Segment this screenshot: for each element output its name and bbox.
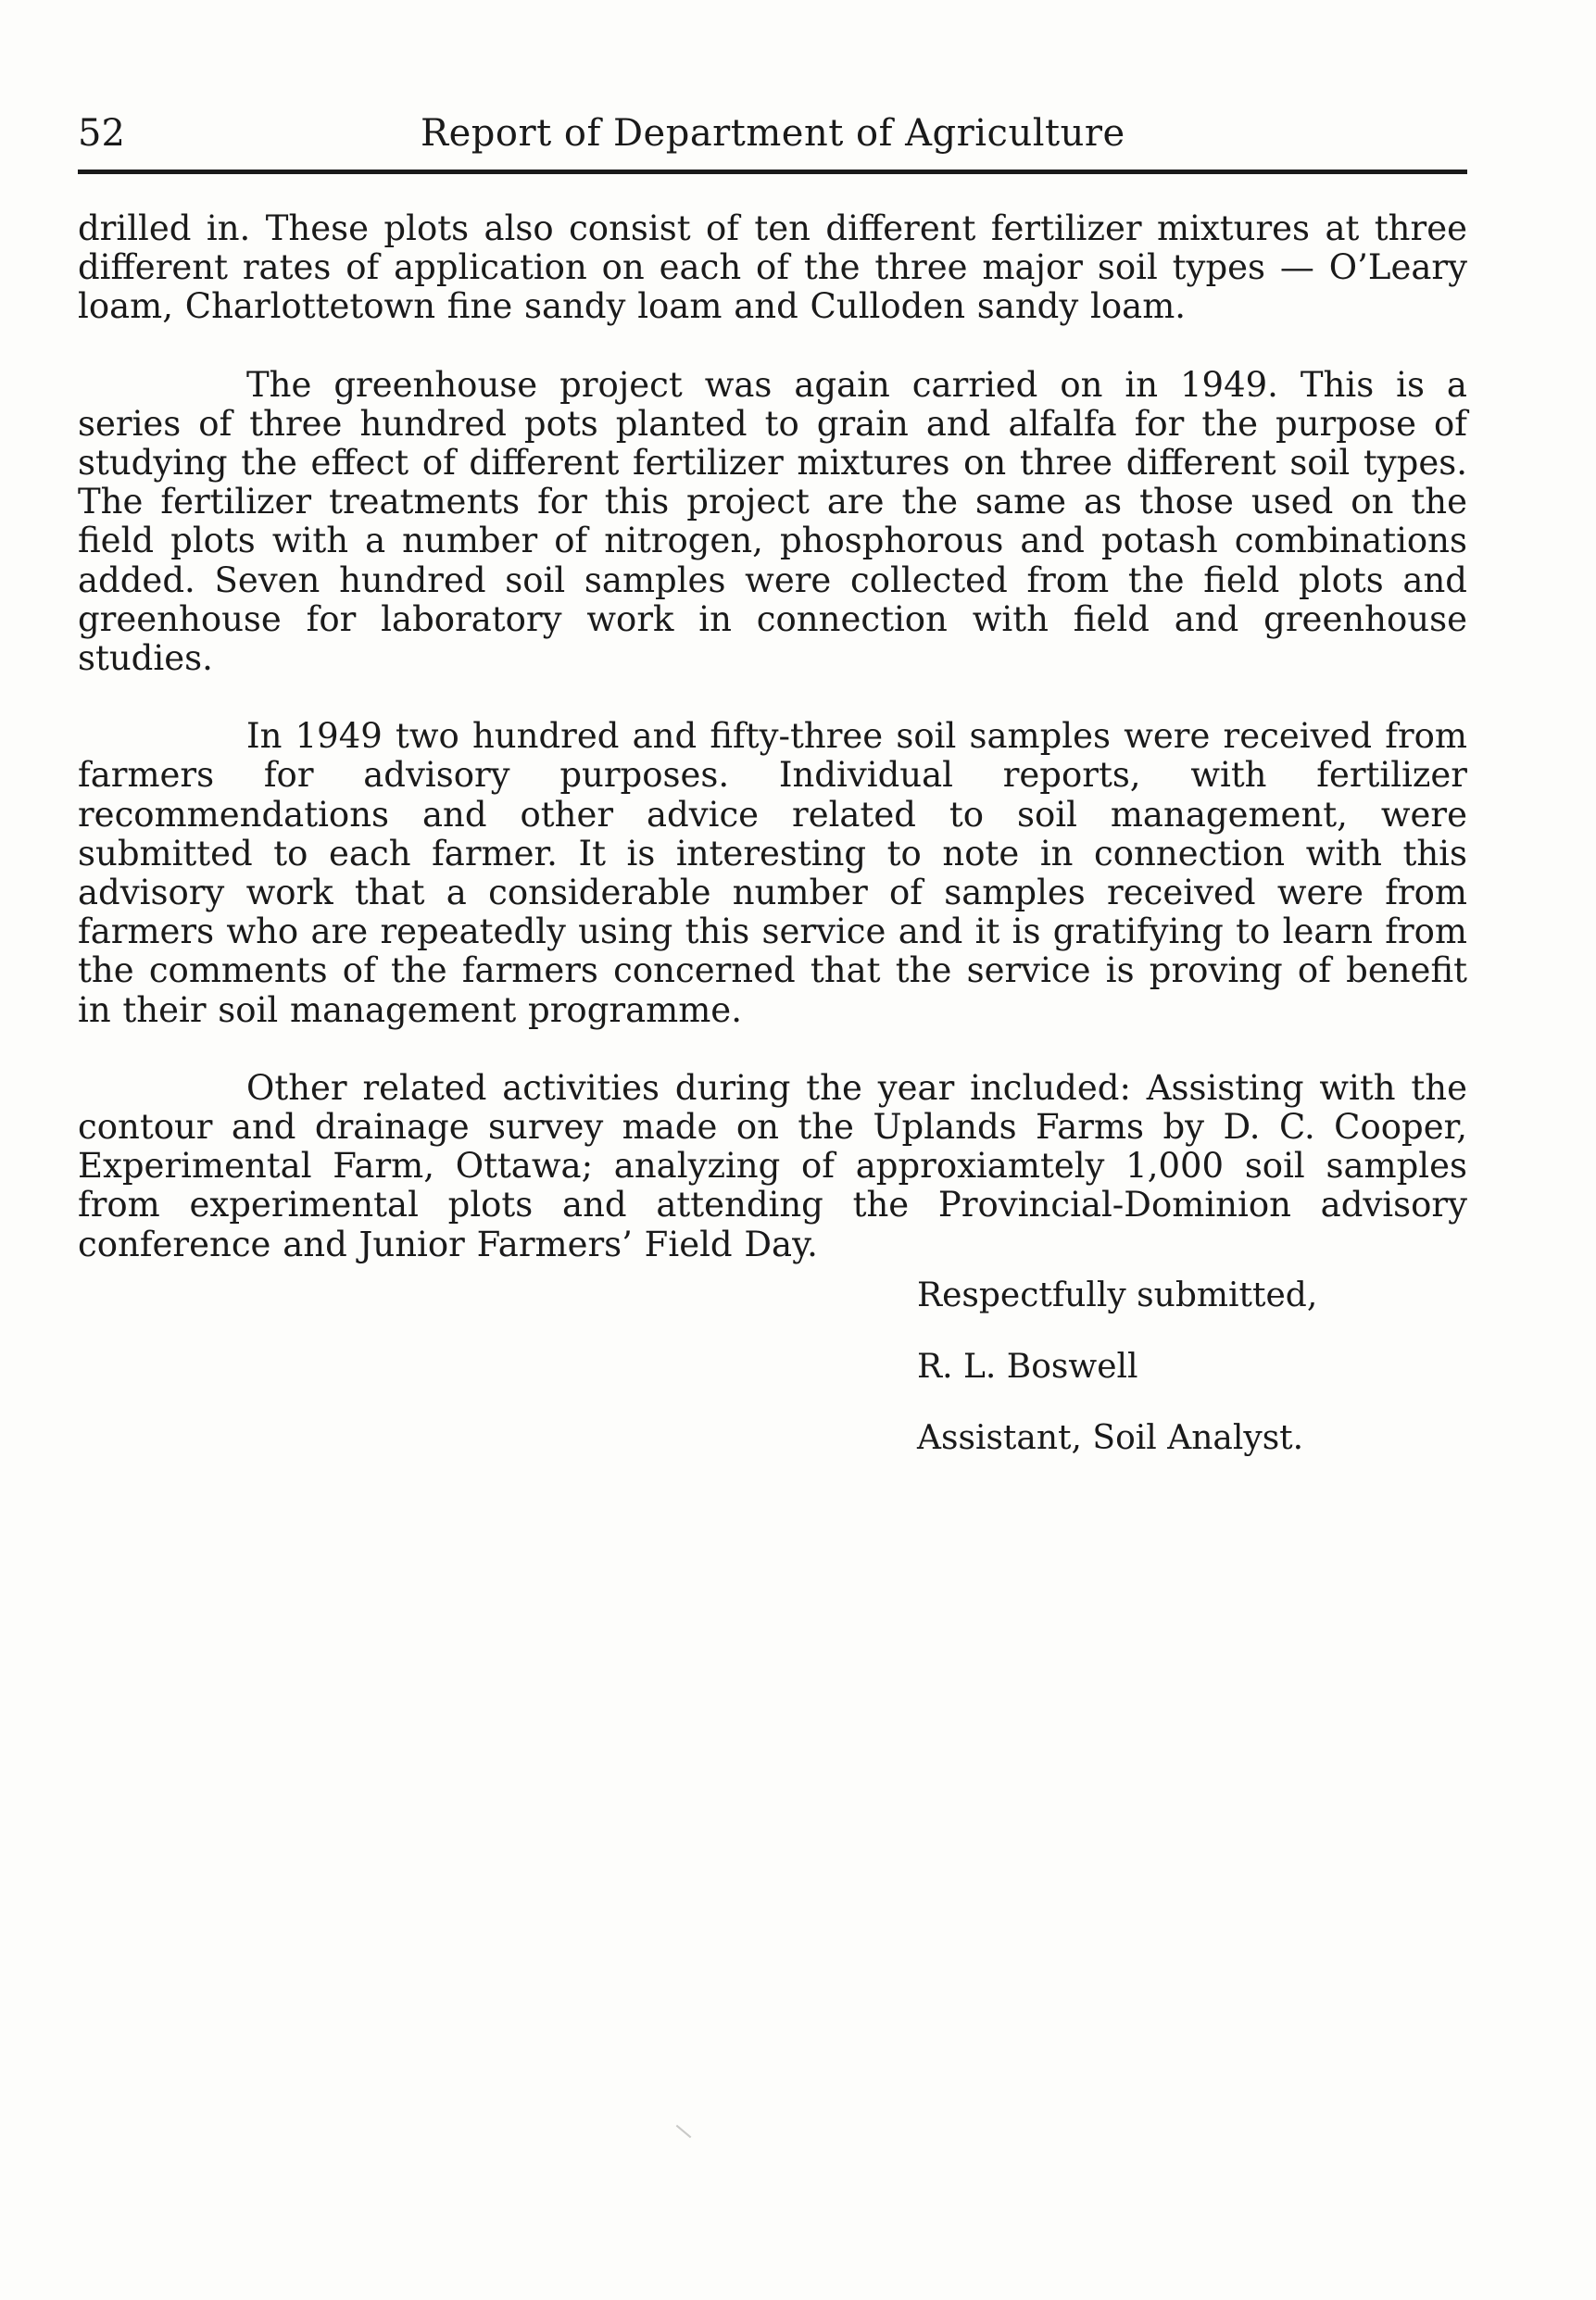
body-text xyxy=(78,209,1467,1264)
paragraph-advisory-samples: In 1949 two hundred and fifty-three soil samples were received from farmers for advisory purposes. Individual reports, with fertilizer recommendations and other advice related to soil management, were submitted to each farmer. It is interesting to note in connection with this advisory work that a considerable number of samples received were from farmers who are repeatedly using this service and it is gratifying to learn from the comments of the farmers concerned that the service is proving of benefit in their soil management programme. xyxy=(78,716,1467,1030)
signature-block xyxy=(917,1276,1317,1458)
signature-title: Assistant, Soil Analyst. xyxy=(917,1419,1304,1457)
paragraph-other-activities: Other related activities during the year included: Assisting with the contour and drainage survey made on the Uplands Farms by D. C. Cooper, Experimental Farm, Ottawa; analyzing of approxiamtely 1,000 soil samples from experimental plots and attending the Provincial-Dominion advisory conference and Junior Farmers’ Field Day. xyxy=(78,1067,1467,1264)
signature-closing: Respectfully submitted, xyxy=(917,1276,1318,1314)
paper-speck xyxy=(676,2125,692,2138)
paragraph-continuation: drilled in. These plots also consist of ten different fertilizer mixtures at three different rates of application on each of the three major soil types — O’Leary loam, Charlottetown fine sandy loam and Culloden sandy loam. xyxy=(78,208,1467,327)
running-head xyxy=(78,109,1465,157)
running-head-title: Report of Department of Agriculture xyxy=(421,112,1125,155)
page-number: 52 xyxy=(78,112,125,155)
header-rule xyxy=(78,170,1467,174)
signature-name: R. L. Boswell xyxy=(917,1348,1138,1386)
paragraph-greenhouse-project: The greenhouse project was again carried on in 1949. This is a series of three hundred pots planted to grain and alfalfa for the purpose of studying the effect of different fertilizer mixtures on three different soil types. The fertilizer treatments for this project are the same as those used on the field plots with a number of nitrogen, phosphorous and potash combinations added. Seven hundred soil samples were collected from the field plots and greenhouse for laboratory work in connection with field and greenhouse studies. xyxy=(78,364,1467,679)
